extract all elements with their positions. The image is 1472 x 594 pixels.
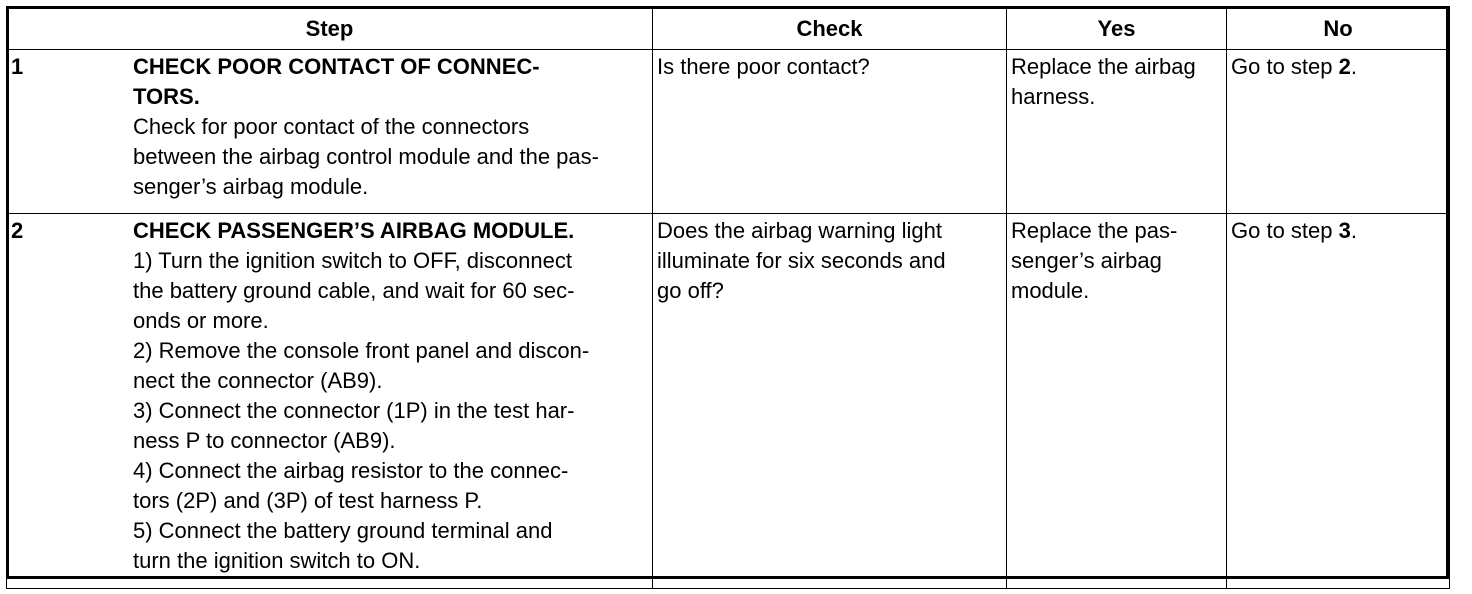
step-number: 1 <box>11 54 24 79</box>
step-text-line: Check for poor contact of the connectors <box>133 114 530 139</box>
yes-cell <box>1007 214 1227 589</box>
step-text-line: nect the connector (AB9). <box>133 368 383 393</box>
table-row <box>7 50 1450 214</box>
diagnostic-table <box>6 6 1450 589</box>
check-cell <box>653 50 1007 214</box>
step-body <box>133 216 648 576</box>
no-step-number: 3 <box>1338 218 1351 243</box>
step-text-line: between the airbag control module and the pas- <box>133 144 599 169</box>
yes-text-line: harness. <box>1011 84 1096 109</box>
step-text-line: tors (2P) and (3P) of test harness P. <box>133 488 483 513</box>
step-text-line: 4) Connect the airbag resistor to the connec- <box>133 458 569 483</box>
check-text-line: Does the airbag warning light <box>657 218 942 243</box>
step-text-line: onds or more. <box>133 308 269 333</box>
step-text-line: 1) Turn the ignition switch to OFF, disconnect <box>133 248 572 273</box>
header-check: Check <box>653 7 1007 50</box>
no-text: Go to step <box>1231 218 1339 243</box>
step-text-line: the battery ground cable, and wait for 60 sec- <box>133 278 575 303</box>
check-text-line: Is there poor contact? <box>657 54 870 79</box>
yes-cell <box>1007 50 1227 214</box>
yes-text-line: module. <box>1011 278 1090 303</box>
step-text-line: 2) Remove the console front panel and discon- <box>133 338 590 363</box>
step-cell <box>7 214 653 589</box>
no-cell <box>1227 214 1450 589</box>
table-row <box>7 214 1450 589</box>
step-title-line: CHECK POOR CONTACT OF CONNEC- <box>133 54 540 79</box>
check-text-line: illuminate for six seconds and <box>657 248 946 273</box>
step-text-line: 3) Connect the connector (1P) in the test har- <box>133 398 575 423</box>
no-cell <box>1227 50 1450 214</box>
header-step: Step <box>7 7 653 50</box>
step-number: 2 <box>11 218 24 243</box>
step-text-line: senger’s airbag module. <box>133 174 369 199</box>
header-no: No <box>1227 7 1450 50</box>
step-text-line: ness P to connector (AB9). <box>133 428 396 453</box>
header-yes: Yes <box>1007 7 1227 50</box>
step-text-line: turn the ignition switch to ON. <box>133 548 421 573</box>
no-text-suffix: . <box>1350 54 1357 79</box>
check-cell <box>653 214 1007 589</box>
yes-text-line: Replace the airbag <box>1011 54 1196 79</box>
check-text-line: go off? <box>657 278 724 303</box>
step-body <box>133 52 648 202</box>
step-cell <box>7 50 653 214</box>
step-title-line: CHECK PASSENGER’S AIRBAG MODULE. <box>133 218 575 243</box>
no-text: Go to step <box>1231 54 1339 79</box>
no-step-number: 2 <box>1338 54 1351 79</box>
yes-text-line: senger’s airbag <box>1011 248 1162 273</box>
header-row <box>7 7 1450 50</box>
step-title-line: TORS. <box>133 84 200 109</box>
yes-text-line: Replace the pas- <box>1011 218 1178 243</box>
no-text-suffix: . <box>1350 218 1357 243</box>
step-text-line: 5) Connect the battery ground terminal and <box>133 518 553 543</box>
